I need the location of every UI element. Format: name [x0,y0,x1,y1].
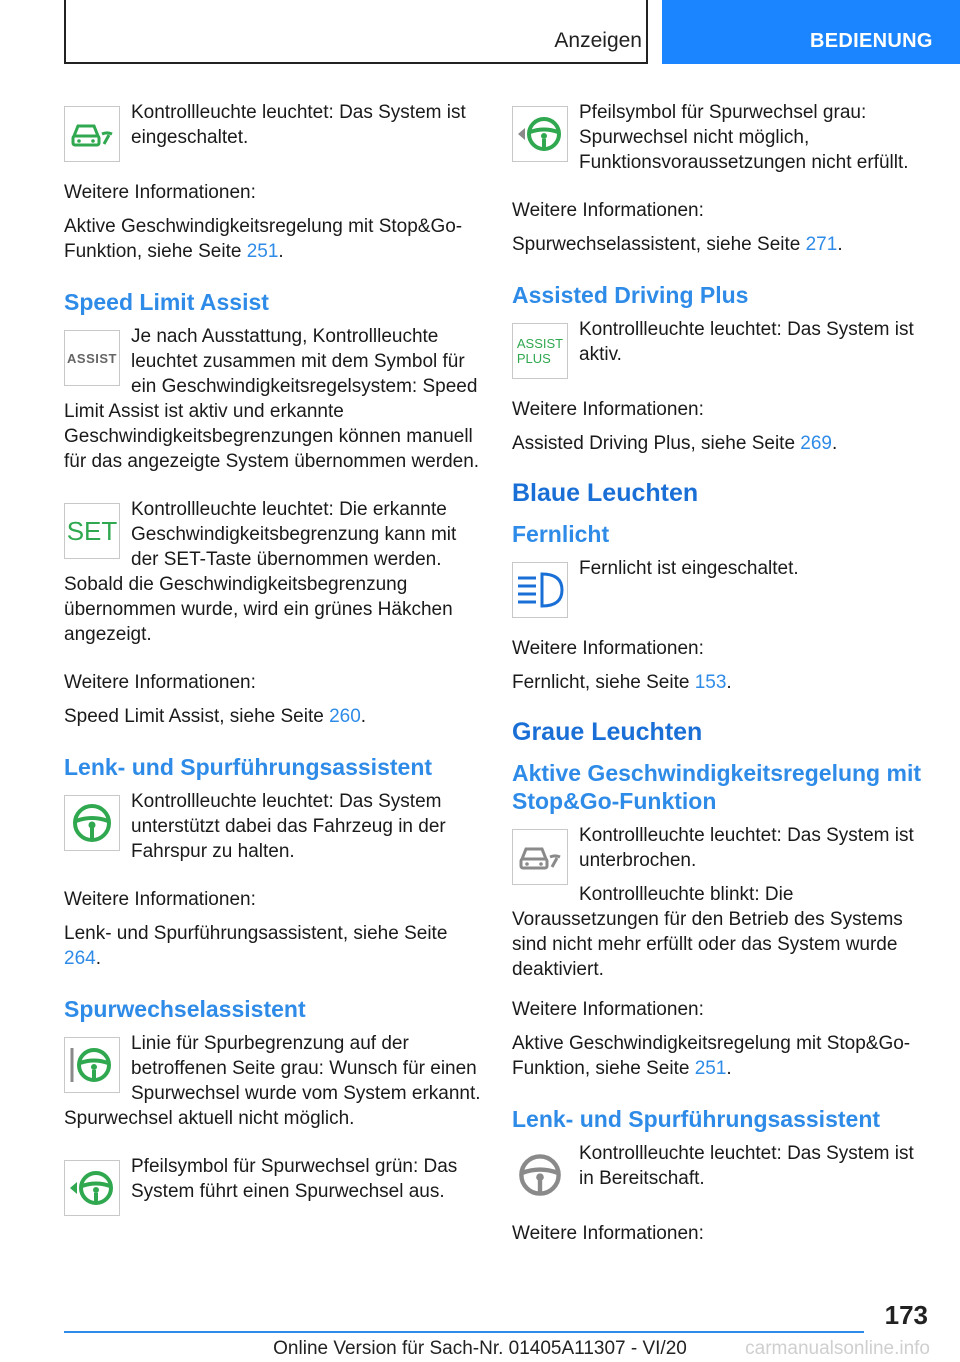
lane-change-arrow-green-icon [64,1160,120,1216]
spur-block [64,1031,482,1140]
watermark: carmanualsonline.info [745,1338,930,1359]
acc-grey-block [512,823,930,991]
acc-green-icon [64,106,120,162]
acc-grey-text-1: Kontrollleuchte leuchtet: Das System ist unterbrochen. [579,825,914,871]
reference-label: Lenk- und Spurführungsassistent, siehe Seite [64,923,448,944]
assist-plus-icon-line1: ASSIST [516,336,564,351]
reference-label: Aktive Geschwindigkeitsregelung mit Stop&Go-Funktion, siehe Seite [512,1033,911,1079]
more-info-label: Weitere Informationen: [512,638,704,659]
heading-lenk-spurfuehrung: Lenk- und Spurführungsassistent [64,754,433,780]
sla-block [64,324,482,483]
assist-plus-icon [512,323,568,379]
more-info-label: Weitere Informationen: [64,672,256,693]
page-link-264[interactable]: 264 [64,948,96,969]
heading-lenk-spurfuehrung-grey: Lenk- und Spurführungsassistent [512,1106,881,1132]
set-block [64,497,482,656]
header-section-title: Anzeigen [554,29,642,52]
set-icon-label: SET [66,515,118,546]
page-link-153[interactable]: 153 [694,672,727,693]
pfeil-grau-text: Pfeilsymbol für Spurwechsel grau: Spurwechsel nicht möglich, Funktionsvoraussetzungen nicht erfüllt. [579,102,909,173]
acc-grey-icon [512,829,568,885]
assist-icon-label: ASSIST [67,350,117,366]
pfeil-grau-block [512,100,930,184]
page-link-251[interactable]: 251 [694,1058,727,1079]
page-number: 173 [884,1300,928,1330]
reference-text: Aktive Geschwindigkeitsregelung mit Stop&Go-Funktion, siehe Seite 251. [512,1033,911,1079]
lenk-text: Kontrollleuchte leuchtet: Das System unterstützt dabei das Fahrzeug in der Fahrspur zu halten. [131,791,446,862]
reference-label: Aktive Geschwindigkeitsregelung mit Stop&Go-Funktion, siehe Seite [64,216,463,262]
page-link-269[interactable]: 269 [800,433,832,454]
steering-wheel-green-icon [64,795,120,851]
reference-label: Speed Limit Assist, siehe Seite [64,706,330,727]
acc-grey-text-2: Kontrollleuchte blinkt: Die Voraussetzungen für den Betrieb des Systems sind nicht mehr erfüllt oder das System wurde deaktiviert. [512,884,903,980]
more-info-label: Weitere Informationen: [64,182,256,203]
reference-text: Fernlicht, siehe Seite 153. [512,672,732,693]
high-beam-icon [512,562,568,618]
heading-spurwechselassistent: Spurwechselassistent [64,996,306,1022]
page-link-271[interactable]: 271 [805,234,838,255]
left-column [64,100,482,1234]
spur-text: Linie für Spurbegrenzung auf der betroffenen Seite grau: Wunsch für einen Spurwechsel wurde vom System erkannt. Spurwechsel aktuell nicht möglich. [64,1033,481,1129]
lane-change-arrow-grey-icon [512,106,568,162]
heading-assisted-driving-plus: Assisted Driving Plus [512,282,749,308]
heading-aktive-geschwindigkeitsregelung: Aktive Geschwindigkeitsregelung mit Stop&Go-Funktion [512,760,921,814]
footer-text: Online Version für Sach-Nr. 01405A11307 - VI/20 [273,1338,687,1359]
lane-line-steering-icon [64,1037,120,1093]
pfeil-block [64,1154,482,1220]
steering-wheel-grey-icon [512,1147,568,1203]
footer-divider [64,1331,864,1333]
reference-text: Assisted Driving Plus, siehe Seite 269. [512,433,838,454]
lenk-grey-block [512,1141,930,1207]
more-info-label: Weitere Informationen: [512,1223,704,1244]
more-info-label: Weitere Informationen: [512,399,704,420]
heading-graue-leuchten: Graue Leuchten [512,718,703,746]
page-link-260[interactable]: 260 [329,706,361,727]
reference-label: Spurwechselassistent, siehe Seite [512,234,806,255]
acc-green-block [64,100,482,166]
more-info-label: Weitere Informationen: [512,999,704,1020]
heading-fernlicht: Fernlicht [512,521,610,547]
heading-speed-limit-assist: Speed Limit Assist [64,289,269,315]
reference-text: Aktive Geschwindigkeitsregelung mit Stop&Go-Funktion, siehe Seite 251. [64,216,463,262]
set-text: Kontrollleuchte leuchtet: Die erkannte Geschwindigkeitsbegrenzung kann mit der SET-Taste übernommen werden. Sobald die Geschwindigkeitsbegrenzung übernommen wurde, wird ein grünes Häkchen angezeigt. [64,499,457,645]
header-tab[interactable]: BEDIENUNG [662,0,960,64]
reference-text: Spurwechselassistent, siehe Seite 271. [512,234,843,255]
reference-label: Assisted Driving Plus, siehe Seite [512,433,801,454]
fern-block [512,556,930,622]
assist-icon [64,330,120,386]
fern-text: Fernlicht ist eingeschaltet. [579,558,799,579]
more-info-label: Weitere Informationen: [512,200,704,221]
acc-green-text: Kontrollleuchte leuchtet: Das System ist eingeschaltet. [131,102,466,148]
lenk-block [64,789,482,873]
adp-text: Kontrollleuchte leuchtet: Das System ist aktiv. [579,319,914,365]
pfeil-text: Pfeilsymbol für Spurwechsel grün: Das System führt einen Spurwechsel aus. [131,1156,458,1202]
reference-text: Speed Limit Assist, siehe Seite 260. [64,706,367,727]
lenk-grey-text: Kontrollleuchte leuchtet: Das System ist in Bereitschaft. [579,1143,914,1189]
adp-block [512,317,930,383]
heading-blaue-leuchten: Blaue Leuchten [512,479,699,507]
assist-plus-icon-line2: PLUS [516,351,551,366]
reference-label: Fernlicht, siehe Seite [512,672,695,693]
more-info-label: Weitere Informationen: [64,889,256,910]
reference-text: Lenk- und Spurführungsassistent, siehe Seite 264. [64,923,448,969]
sla-text: Je nach Ausstattung, Kontrollleuchte leuchtet zusammen mit dem Symbol für ein Geschwindigkeitsregelsystem: Speed Limit Assist ist aktiv und erkannte Geschwindigkeitsbegrenzungen können manuell für das angezeigte System übernommen werden. [64,326,480,472]
set-icon [64,503,120,559]
right-column [512,100,930,1255]
page-link-251[interactable]: 251 [246,241,279,262]
